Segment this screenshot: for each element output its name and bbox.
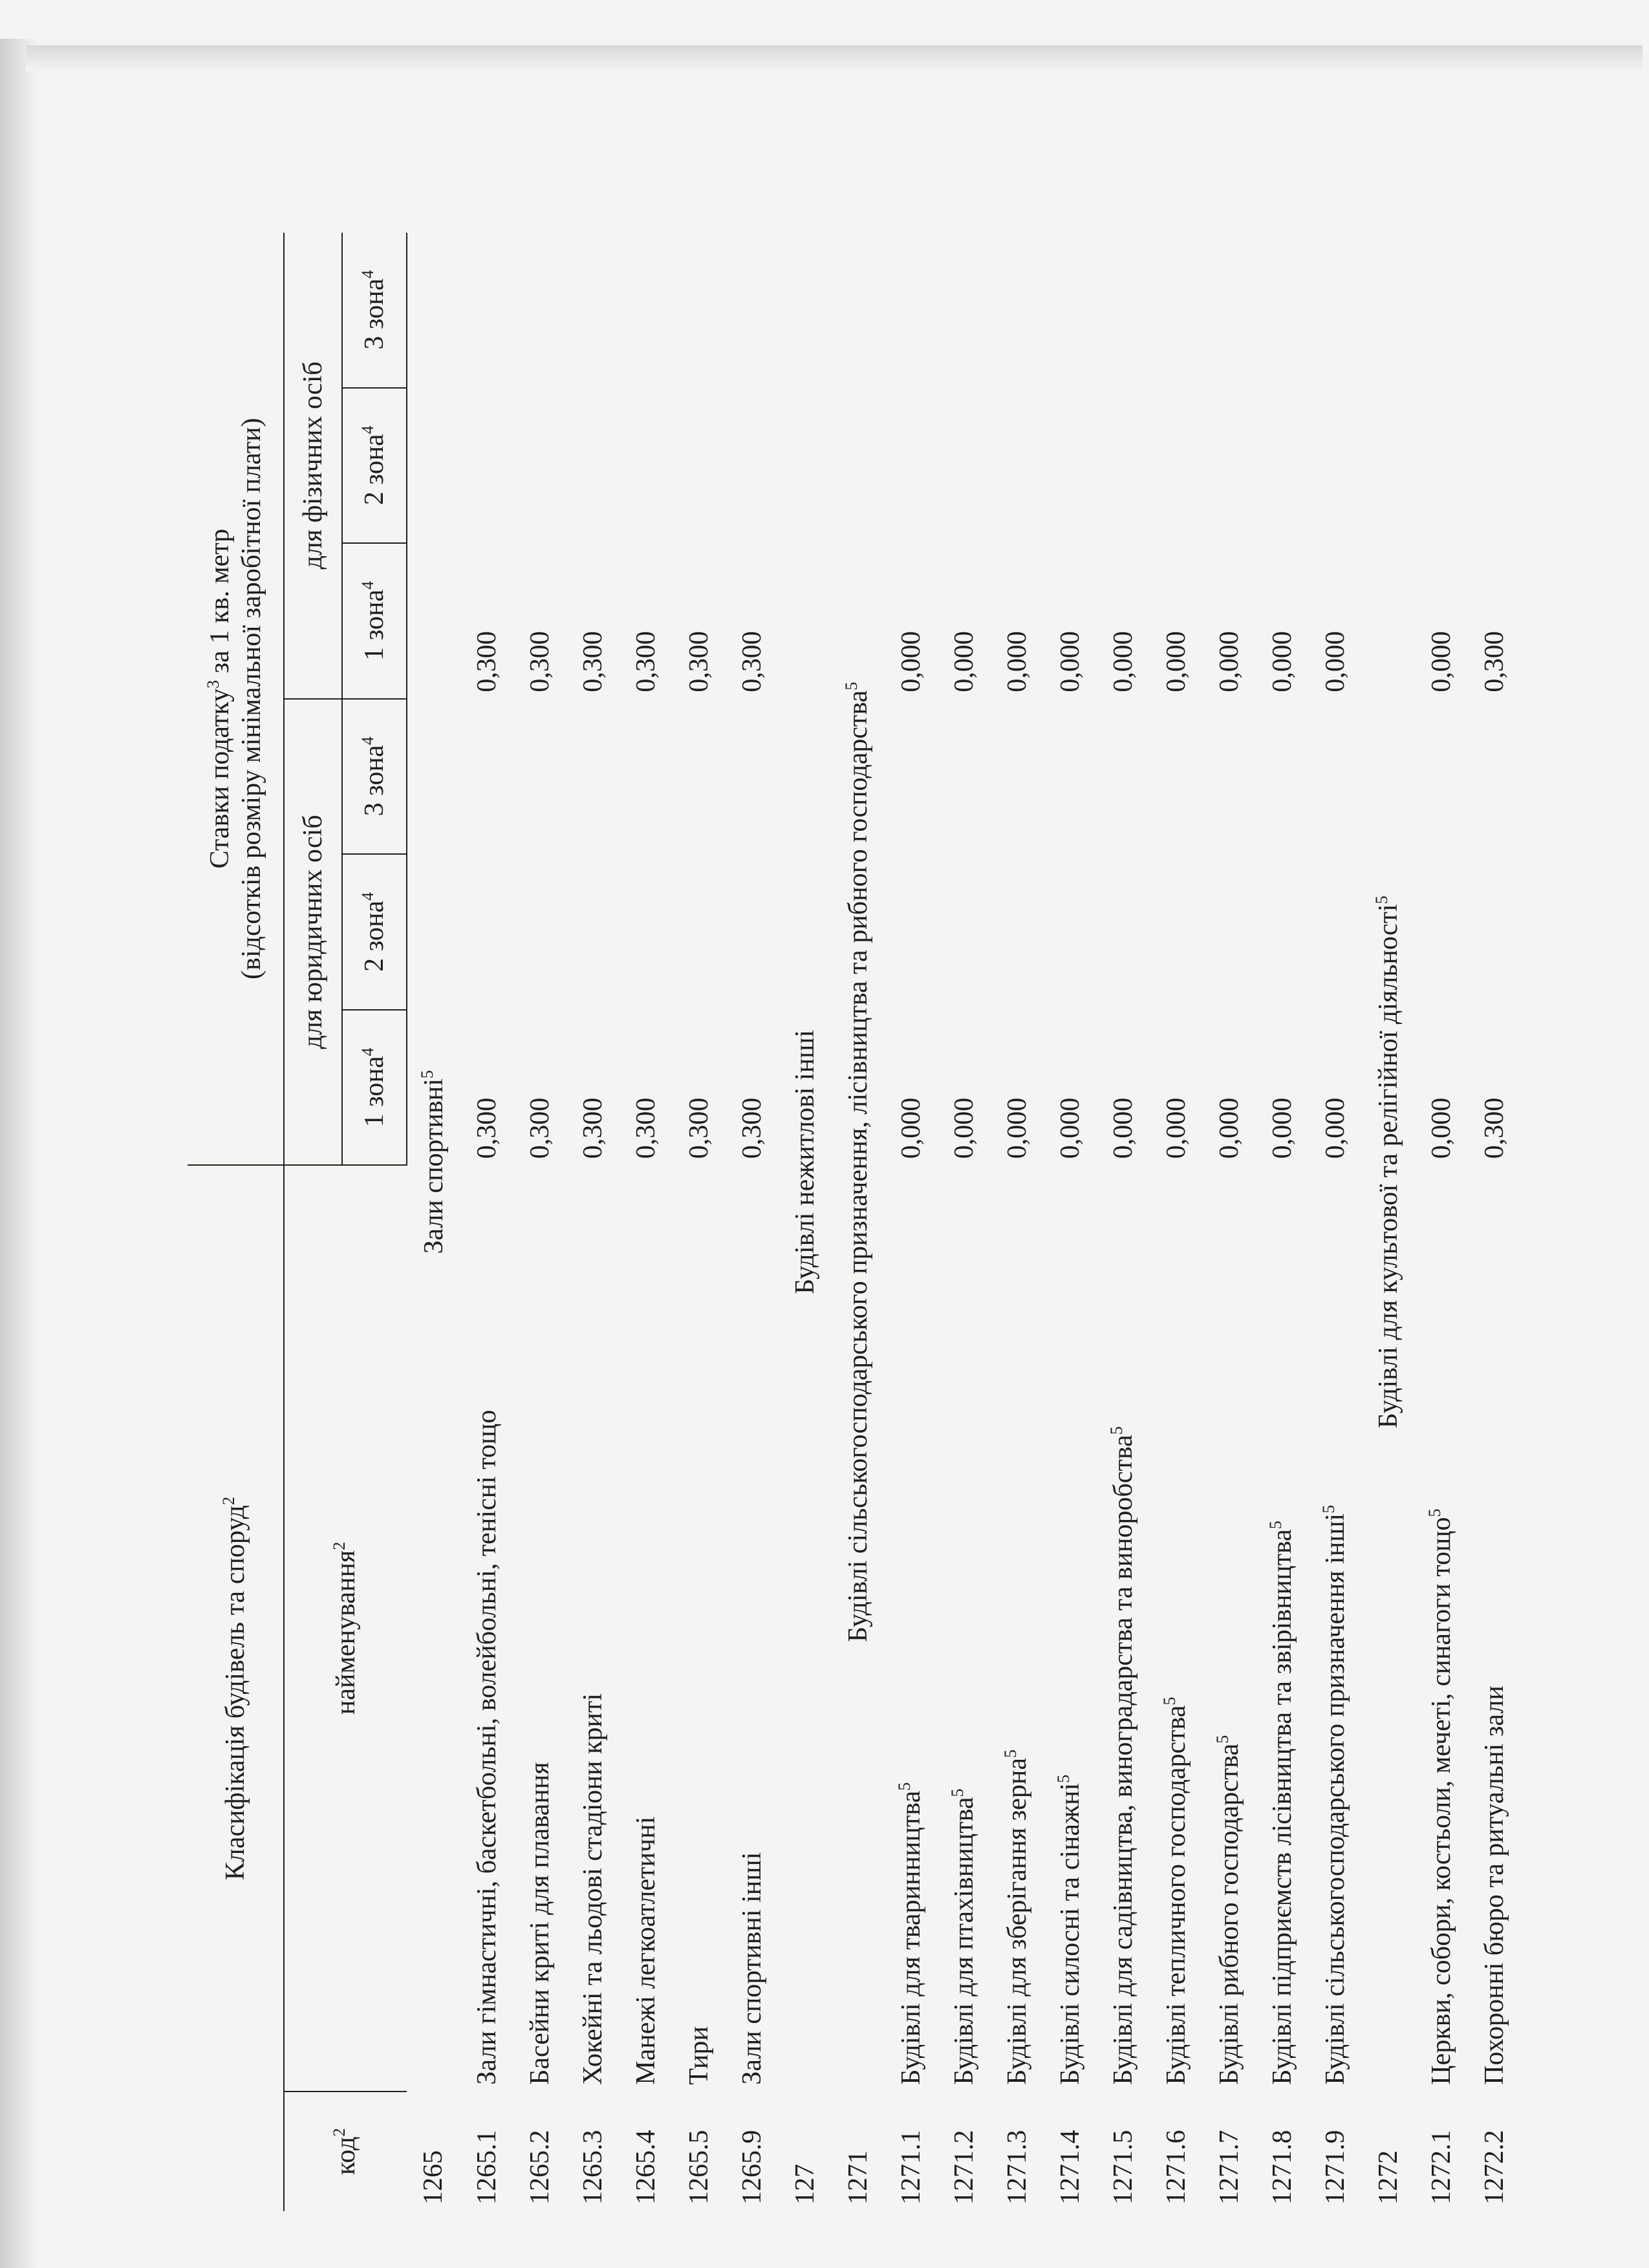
section-title: Зали спортивні$^5$ (418, 1070, 449, 1254)
physical-zone-2-rate (1415, 388, 1468, 544)
tax-rates-subtitle: (відсотків розміру мінімальної заробітної плати) (236, 418, 266, 979)
physical-zone-2-rate (1203, 388, 1256, 544)
table-row (620, 233, 673, 2211)
row-code: 1265.2 (524, 2130, 555, 2205)
table-row (460, 233, 513, 2211)
table-row (938, 233, 991, 2211)
legal-zone-1-rate: 0,300 (630, 1097, 661, 1159)
row-code: 1271.5 (1108, 2130, 1138, 2205)
physical-zone-3-rate (726, 233, 779, 388)
physical-zone-2-rate (1097, 388, 1150, 544)
legal-zone-1-rate: 0,300 (684, 1097, 714, 1159)
physical-zone-1-rate: 0,000 (949, 631, 979, 692)
section-title: Будівлі для культової та релігійної діяльності$^5$ (1372, 895, 1404, 1429)
legal-zone-3-rate (673, 699, 726, 855)
physical-zone-2-rate (726, 388, 779, 544)
physical-zone-2-rate (991, 388, 1044, 544)
legal-zone-3-rate (1097, 699, 1150, 855)
legal-zone-2-rate (991, 854, 1044, 1010)
physical-zone-2-rate (566, 388, 620, 544)
physical-persons-header: для фізичних осіб (284, 233, 342, 699)
legal-zone-2-rate (566, 854, 620, 1010)
physical-zone-3-rate (991, 233, 1044, 388)
legal-zone-1-rate: 0,000 (1320, 1097, 1350, 1159)
row-name: Будівлі рибного господарства$^5$ (1213, 1735, 1245, 2085)
row-name: Похоронні бюро та ритуальні зали (1479, 1685, 1509, 2085)
row-name: Зали спортивні інші (737, 1852, 767, 2085)
physical-zone-3-rate (513, 233, 566, 388)
row-code: 1271.4 (1055, 2130, 1085, 2205)
physical-zone-3-rate (460, 233, 513, 388)
legal-zone-3-rate (513, 699, 566, 855)
physical-zone-1-rate: 0,300 (471, 631, 502, 692)
physical-zone-1-rate: 0,000 (1002, 631, 1032, 692)
legal-zone-1-rate: 0,000 (1108, 1097, 1138, 1159)
row-code: 1265.9 (737, 2130, 767, 2205)
physical-zone-2-rate (460, 388, 513, 544)
physical-zone-2-rate (1044, 388, 1097, 544)
row-code: 1271.2 (949, 2130, 979, 2205)
code-column-header: код$^2$ (284, 2091, 407, 2211)
table-row (885, 233, 938, 2211)
legal-zone-2-rate (1203, 854, 1256, 1010)
legal-zone-1-rate: 0,300 (737, 1097, 767, 1159)
physical-zone-2-rate (673, 388, 726, 544)
legal-zone-1-rate: 0,000 (1267, 1097, 1297, 1159)
legal-zone-3-rate (1256, 699, 1309, 855)
physical-zone-1-rate: 0,000 (1320, 631, 1350, 692)
legal-zone-3-rate (726, 699, 779, 855)
name-column-header: найменування$^2$ (284, 1165, 407, 2091)
row-name: Будівлі для птахівництва$^5$ (948, 1788, 980, 2085)
physical-zone-2-rate (513, 388, 566, 544)
table-body (407, 233, 1521, 2211)
table-row (991, 233, 1044, 2211)
scan-shadow-left (0, 39, 39, 2268)
scan-shadow-top (26, 45, 1643, 71)
legal-zone-3-rate (991, 699, 1044, 855)
physical-zone-3-rate (1097, 233, 1150, 388)
physical-zone-2-rate (1150, 388, 1203, 544)
physical-zone-3-rate (938, 233, 991, 388)
row-code: 1272.1 (1426, 2130, 1456, 2205)
legal-zone-1-rate: 0,000 (1055, 1097, 1085, 1159)
physical-zone-2-rate (1309, 388, 1362, 544)
row-name: Зали гімнастичні, баскетбольні, волейбольні, тенісні тощо (471, 1409, 502, 2085)
table-row (1256, 233, 1309, 2211)
physical-zone-2-header: 2 зона$^4$ (342, 388, 407, 544)
row-name: Будівлі тепличного господарства$^5$ (1160, 1696, 1192, 2085)
legal-zone-2-rate (1044, 854, 1097, 1010)
section-title: Будівлі нежитлові інші (790, 1029, 820, 1294)
row-code: 1272 (1373, 2150, 1403, 2205)
physical-zone-3-rate (1415, 233, 1468, 388)
legal-zone-1-rate: 0,300 (1479, 1097, 1509, 1159)
tax-rates-header: Ставки податку$^3$ за 1 кв. метр (відсотків розміру мінімальної заробітної плати) (188, 233, 284, 1165)
physical-zone-2-rate (1256, 388, 1309, 544)
legal-zone-3-header: 3 зона$^4$ (342, 699, 407, 855)
row-name: Будівлі підприємств лісівництва та звірівництва$^5$ (1266, 1521, 1298, 2085)
physical-zone-1-rate: 0,300 (737, 631, 767, 692)
legal-zone-1-rate: 0,000 (1426, 1097, 1456, 1159)
section-row (1362, 233, 1415, 2211)
legal-zone-1-rate: 0,300 (524, 1097, 555, 1159)
legal-zone-1-rate: 0,000 (896, 1097, 926, 1159)
legal-zone-3-rate (566, 699, 620, 855)
physical-zone-2-rate (620, 388, 673, 544)
row-code: 1265 (418, 2150, 449, 2205)
physical-zone-3-rate (1468, 233, 1521, 388)
section-row (779, 233, 832, 2211)
row-name: Басейни криті для плавання (524, 1762, 555, 2085)
physical-zone-2-rate (938, 388, 991, 544)
legal-zone-1-rate: 0,000 (1161, 1097, 1191, 1159)
row-code: 1271.3 (1002, 2130, 1032, 2205)
table-row (1468, 233, 1521, 2211)
table-row (513, 233, 566, 2211)
legal-zone-1-rate: 0,000 (1002, 1097, 1032, 1159)
physical-zone-2-rate (885, 388, 938, 544)
legal-zone-3-rate (1150, 699, 1203, 855)
table-row (1309, 233, 1362, 2211)
physical-zone-3-rate (673, 233, 726, 388)
legal-zone-2-rate (885, 854, 938, 1010)
physical-zone-1-rate: 0,300 (684, 631, 714, 692)
row-name: Будівлі для тваринництва$^5$ (895, 1782, 927, 2085)
legal-zone-2-rate (460, 854, 513, 1010)
legal-zone-2-rate (726, 854, 779, 1010)
row-code: 1265.3 (577, 2130, 608, 2205)
physical-zone-3-rate (1150, 233, 1203, 388)
tax-rates-table (188, 233, 1521, 2211)
physical-zone-3-rate (885, 233, 938, 388)
legal-zone-2-rate (1415, 854, 1468, 1010)
physical-zone-1-rate: 0,300 (577, 631, 608, 692)
legal-zone-2-rate (1150, 854, 1203, 1010)
row-code: 1265.1 (471, 2130, 502, 2205)
legal-zone-3-rate (1309, 699, 1362, 855)
legal-zone-1-header: 1 зона$^4$ (342, 1010, 407, 1166)
physical-zone-3-rate (1256, 233, 1309, 388)
row-name: Будівлі для зберігання зерна$^5$ (1001, 1749, 1033, 2085)
row-code: 1271 (843, 2150, 873, 2205)
physical-zone-1-rate: 0,000 (896, 631, 926, 692)
physical-zone-3-rate (620, 233, 673, 388)
table-row (1415, 233, 1468, 2211)
row-code: 1271.6 (1161, 2130, 1191, 2205)
legal-zone-2-rate (1097, 854, 1150, 1010)
row-name: Церкви, собори, костьоли, мечеті, синагоги тощо$^5$ (1425, 1508, 1457, 2085)
legal-zone-2-rate (1309, 854, 1362, 1010)
row-code: 127 (790, 2164, 820, 2205)
physical-zone-2-rate (1468, 388, 1521, 544)
physical-zone-1-rate: 0,000 (1161, 631, 1191, 692)
legal-zone-2-rate (673, 854, 726, 1010)
physical-zone-3-rate (1309, 233, 1362, 388)
table-row (566, 233, 620, 2211)
legal-zone-3-rate (1468, 699, 1521, 855)
row-code: 1265.5 (684, 2130, 714, 2205)
physical-zone-3-rate (1044, 233, 1097, 388)
physical-zone-1-header: 1 зона$^4$ (342, 543, 407, 699)
legal-zone-1-rate: 0,300 (577, 1097, 608, 1159)
legal-zone-2-rate (1256, 854, 1309, 1010)
physical-zone-1-rate: 0,000 (1426, 631, 1456, 692)
legal-zone-1-rate: 0,000 (1214, 1097, 1244, 1159)
row-name: Будівлі силосні та сінажні$^5$ (1054, 1774, 1086, 2085)
legal-zone-1-rate: 0,000 (949, 1097, 979, 1159)
legal-zone-3-rate (1044, 699, 1097, 855)
legal-zone-3-rate (885, 699, 938, 855)
table-row (1203, 233, 1256, 2211)
rotated-page (188, 233, 1509, 2211)
legal-zone-2-rate (620, 854, 673, 1010)
physical-zone-1-rate: 0,300 (1479, 631, 1509, 692)
legal-zone-3-rate (1203, 699, 1256, 855)
row-code: 1271.9 (1320, 2130, 1350, 2205)
section-title: Будівлі сільськогосподарського призначення, лісівництва та рибного господарства$^5$ (842, 681, 874, 1643)
legal-zone-1-rate: 0,300 (471, 1097, 502, 1159)
physical-zone-1-rate: 0,000 (1055, 631, 1085, 692)
legal-entities-header: для юридичних осіб (284, 699, 342, 1166)
row-code: 1271.1 (896, 2130, 926, 2205)
table-row (1097, 233, 1150, 2211)
physical-zone-1-rate: 0,000 (1108, 631, 1138, 692)
row-code: 1265.4 (630, 2130, 661, 2205)
legal-zone-3-rate (620, 699, 673, 855)
table-row (726, 233, 779, 2211)
legal-zone-2-header: 2 зона$^4$ (342, 854, 407, 1010)
legal-zone-3-rate (460, 699, 513, 855)
legal-zone-3-rate (938, 699, 991, 855)
row-name: Тири (684, 2026, 714, 2085)
physical-zone-3-header: 3 зона$^4$ (342, 233, 407, 388)
section-row (407, 233, 460, 2211)
legal-zone-2-rate (1468, 854, 1521, 1010)
physical-zone-1-rate: 0,000 (1267, 631, 1297, 692)
section-row (832, 233, 885, 2211)
legal-zone-2-rate (938, 854, 991, 1010)
legal-zone-3-rate (1415, 699, 1468, 855)
physical-zone-1-rate: 0,300 (524, 631, 555, 692)
table-row (673, 233, 726, 2211)
table-row (1150, 233, 1203, 2211)
legal-zone-2-rate (513, 854, 566, 1010)
table-row (1044, 233, 1097, 2211)
physical-zone-3-rate (566, 233, 620, 388)
physical-zone-3-rate (1203, 233, 1256, 388)
row-code: 1271.7 (1214, 2130, 1244, 2205)
row-name: Хокейні та льодові стадіони криті (577, 1693, 608, 2085)
physical-zone-1-rate: 0,300 (630, 631, 661, 692)
row-code: 1272.2 (1479, 2130, 1509, 2205)
row-name: Манежі легкоатлетичні (630, 1816, 661, 2085)
row-name: Будівлі для садівництва, виноградарства та виноробства$^5$ (1107, 1426, 1139, 2085)
classification-header: Класифікація будівель та споруд$^2$ (188, 1165, 284, 2211)
row-name: Будівлі сільськогосподарського призначення інші$^5$ (1319, 1504, 1351, 2085)
physical-zone-1-rate: 0,000 (1214, 631, 1244, 692)
row-code: 1271.8 (1267, 2130, 1297, 2205)
